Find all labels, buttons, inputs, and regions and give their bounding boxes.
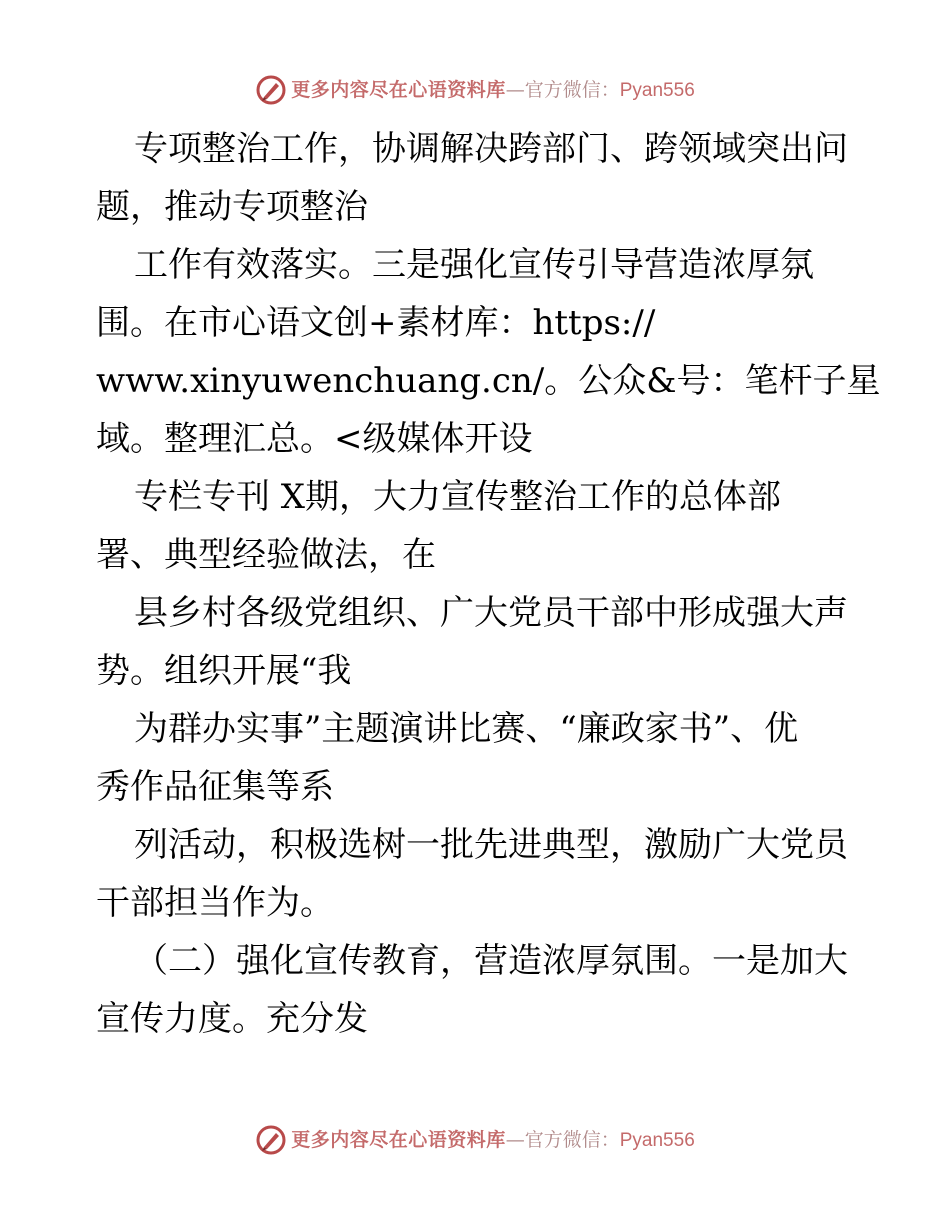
footer-watermark-text [291, 1128, 695, 1151]
body-line: 题，推动专项整治 [96, 187, 368, 227]
header-watermark [0, 70, 950, 110]
header-wechat-id: Pyan556 [619, 79, 695, 101]
header-watermark-text [291, 78, 695, 101]
pen-logo-icon [255, 74, 287, 106]
body-line: 县乡村各级党组织、广大党员干部中形成强大声 [134, 593, 848, 633]
body-line: 为群办实事”主题演讲比赛、“廉政家书”、优 [134, 709, 799, 749]
footer-watermark-title: 更多内容尽在心语资料库 [291, 1128, 506, 1151]
body-line: 列活动，积极选树一批先进典型，激励广大党员 [134, 825, 848, 865]
body-line: 围。在市心语文创+素材库：https:// [96, 303, 656, 343]
body-line: www.xinyuwenchuang.cn/。公众&号：笔杆子星 [96, 361, 881, 401]
footer-wechat-id: Pyan556 [619, 1129, 695, 1151]
body-line: 专项整治工作，协调解决跨部门、跨领域突出问 [134, 129, 848, 169]
footer-separator: — [505, 1128, 525, 1151]
body-line: 工作有效落实。三是强化宣传引导营造浓厚氛 [134, 245, 814, 285]
body-line: 域。整理汇总。<级媒体开设 [96, 419, 533, 459]
body-line: 秀作品征集等系 [96, 767, 334, 807]
body-line: 势。组织开展“我 [96, 651, 352, 691]
header-watermark-title: 更多内容尽在心语资料库 [291, 78, 506, 101]
pen-logo-icon [255, 1124, 287, 1156]
body-line: 专栏专刊 X期，大力宣传整治工作的总体部 [134, 477, 782, 517]
footer-wechat-label: 官方微信： [524, 1128, 620, 1151]
body-line: （二）强化宣传教育，营造浓厚氛围。一是加大 [134, 941, 848, 981]
document-body [96, 120, 881, 1048]
body-line: 宣传力度。充分发 [96, 999, 368, 1039]
header-separator: — [505, 78, 525, 101]
header-wechat-label: 官方微信： [524, 78, 620, 101]
body-line: 干部担当作为。 [96, 883, 334, 923]
body-line: 署、典型经验做法，在 [96, 535, 436, 575]
footer-watermark [0, 1120, 950, 1160]
